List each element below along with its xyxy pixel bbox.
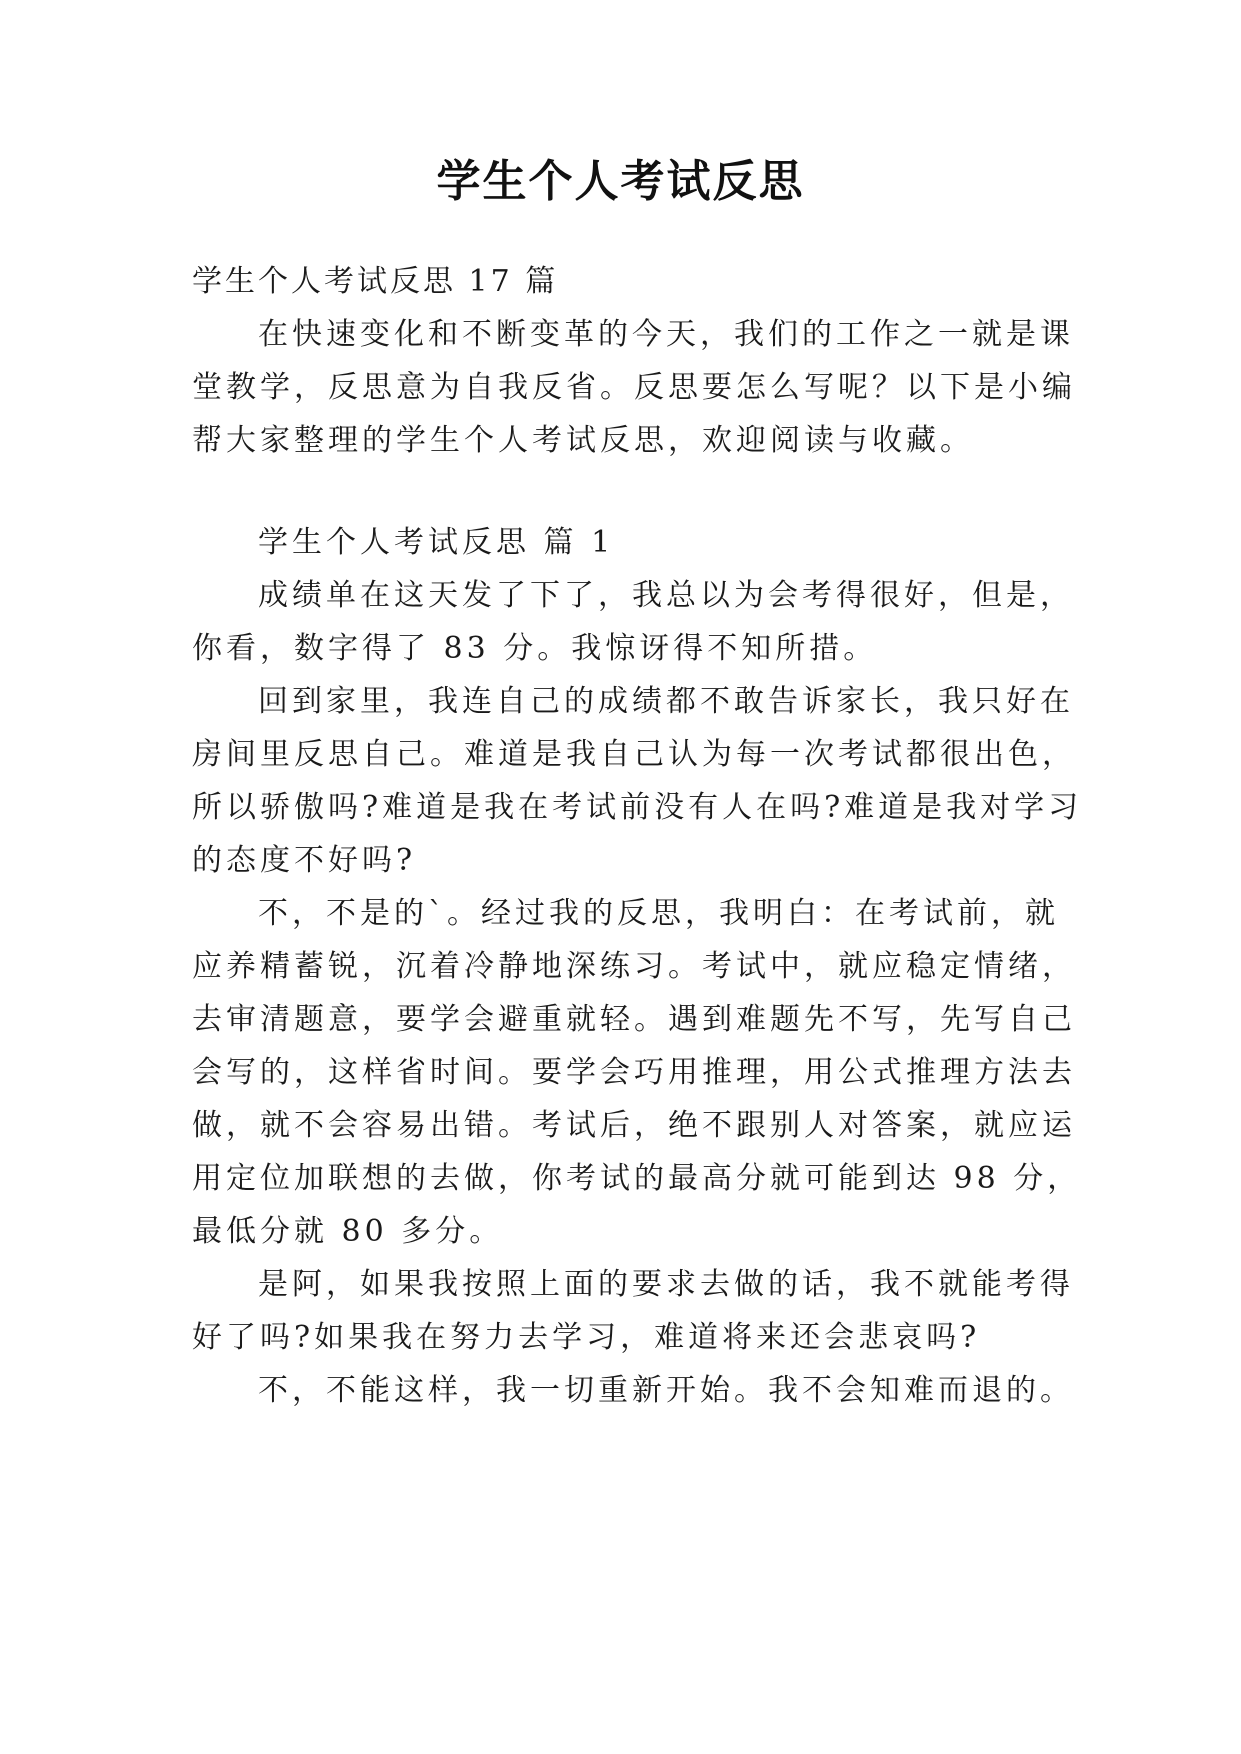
intro-line-3: 帮大家整理的学生个人考试反思，欢迎阅读与收藏。 — [192, 423, 974, 458]
paragraph-4-line-2: 好了吗?如果我在努力去学习，难道将来还会悲哀吗? — [192, 1320, 981, 1355]
paragraph-1-line-1: 成绩单在这天发了下了，我总以为会考得很好，但是， — [258, 578, 1074, 613]
paragraph-3-line-3: 去审清题意，要学会避重就轻。遇到难题先不写，先写自己 — [192, 1002, 1076, 1037]
paragraph-3-line-5: 做，就不会容易出错。考试后，绝不跟别人对答案，就应运 — [192, 1108, 1076, 1143]
paragraph-3-line-1: 不，不是的`。经过我的反思，我明白：在考试前，就 — [258, 896, 1059, 931]
paragraph-3-line-2: 应养精蓄锐，沉着冷静地深练习。考试中，就应稳定情绪， — [192, 949, 1076, 984]
document-title: 学生个人考试反思 — [436, 156, 805, 207]
paragraph-1-line-2: 你看，数字得了 83 分。我惊讶得不知所措。 — [192, 631, 878, 666]
paragraph-2-line-1: 回到家里，我连自己的成绩都不敢告诉家长，我只好在 — [258, 684, 1074, 719]
paragraph-2-line-4: 的态度不好吗? — [192, 843, 417, 878]
paragraph-4-line-1: 是阿，如果我按照上面的要求去做的话，我不就能考得 — [258, 1267, 1074, 1302]
document-subtitle: 学生个人考试反思 17 篇 — [192, 264, 559, 299]
paragraph-3-line-6: 用定位加联想的去做，你考试的最高分就可能到达 98 分， — [192, 1161, 1082, 1196]
intro-line-1: 在快速变化和不断变革的今天，我们的工作之一就是课 — [258, 317, 1074, 352]
paragraph-2-line-3: 所以骄傲吗?难道是我在考试前没有人在吗?难道是我对学习 — [192, 790, 1083, 825]
paragraph-2-line-2: 房间里反思自己。难道是我自己认为每一次考试都很出色， — [192, 737, 1076, 772]
intro-line-2: 堂教学，反思意为自我反省。反思要怎么写呢？以下是小编 — [192, 370, 1076, 405]
section-heading-1: 学生个人考试反思 篇 1 — [258, 525, 615, 560]
paragraph-3-line-4: 会写的，这样省时间。要学会巧用推理，用公式推理方法去 — [192, 1055, 1076, 1090]
paragraph-3-line-7: 最低分就 80 多分。 — [192, 1214, 504, 1249]
paragraph-5-line-1: 不，不能这样，我一切重新开始。我不会知难而退的。 — [258, 1373, 1074, 1408]
